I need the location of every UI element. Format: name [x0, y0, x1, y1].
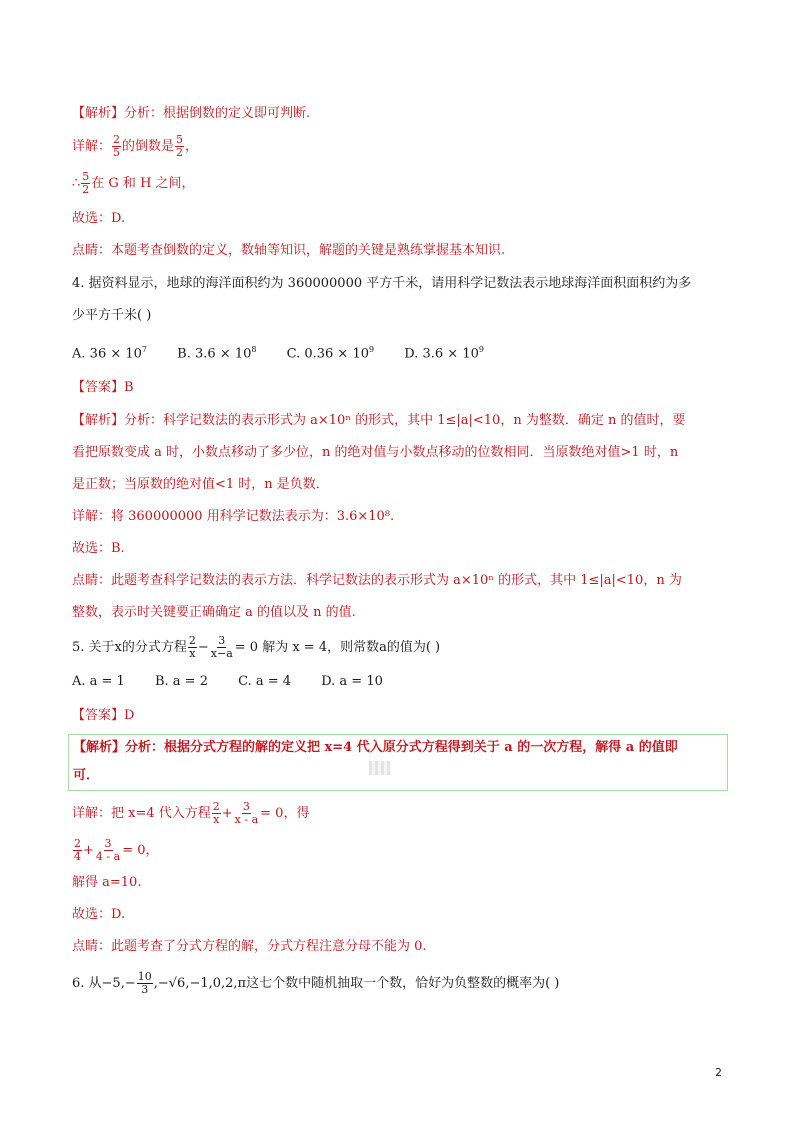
- q6-stem: 6. 从−5,− $\frac{10}{3}$ ,−√6,−1,0,2,π这七个数中随机抽取一个数，恰好为负整数的概率为( ): [72, 970, 560, 997]
- fraction: $\frac{2}{x}$: [188, 634, 196, 661]
- q5-option-a: A. a = 1: [72, 674, 125, 690]
- q5-option-b: B. a = 2: [154, 674, 208, 690]
- q4-analysis-line1: 【解析】分析：科学记数法的表示形式为 a×10ⁿ 的形式，其中 1≤|a|<10，n 为整数．确定 n 的值时，要: [72, 413, 686, 429]
- fraction: $\frac{2}{4}$: [74, 837, 81, 864]
- q4-choose: 故选：B.: [72, 541, 125, 557]
- q4-answer: 【答案】B: [72, 380, 134, 396]
- q4-option-d: D. $3.6 \times 10^9$: [404, 345, 484, 362]
- q3-detail: 详解： $\frac{2}{5}$ 的倒数是 $\frac{5}{2}$ ，: [72, 133, 199, 159]
- q4-option-b: B. $3.6 \times 10^8$: [177, 345, 257, 362]
- fraction: $\frac{3}{x - a}$: [234, 800, 259, 827]
- q5-analysis-box: [68, 734, 728, 791]
- q3-comment: 点睛：本题考查倒数的定义，数轴等知识，解题的关键是熟练掌握基本知识.: [72, 243, 506, 258]
- fraction: $\frac{2}{5}$: [113, 133, 121, 159]
- q3-therefore: ∴ $\frac{5}{2}$ 在 G 和 H 之间，: [72, 170, 195, 196]
- fraction: $\frac{3}{x-a}$: [210, 634, 233, 661]
- q5-option-d: D. a = 10: [321, 674, 383, 690]
- q3-analysis: 【解析】分析：根据倒数的定义即可判断.: [72, 106, 311, 121]
- page-number: 2: [715, 1066, 722, 1079]
- q5-analysis-line2: 可．: [73, 768, 100, 784]
- q4-stem-line2: 少平方千米( ): [72, 308, 152, 323]
- q4-option-a: A. $36 \times 10^7$: [72, 345, 148, 362]
- fraction: $\frac{5}{2}$: [82, 170, 90, 196]
- q4-option-c: C. $0.36 \times 10^9$: [286, 345, 375, 362]
- watermark-blur: [369, 761, 391, 775]
- q4-detail: 详解：将 360000000 用科学记数法表示为：3.6×10⁸.: [72, 509, 395, 525]
- q5-options: [72, 672, 722, 692]
- q4-stem-line1: 4. 据资料显示，地球的海洋面积约为 360000000 平方千米，请用科学记数法表示地球海洋面积面积约为多: [72, 276, 692, 291]
- q4-analysis-line3: 是正数；当原数的绝对值<1 时，n 是负数．: [72, 477, 329, 493]
- q4-comment-line1: 点睛：此题考查科学记数法的表示方法．科学记数法的表示形式为 a×10ⁿ 的形式，其中 1≤|a|<10，n 为: [72, 573, 682, 589]
- q5-equation: $\frac{2}{4}$ + $\frac{3}{4 - a}$ = 0，: [74, 837, 159, 864]
- q5-option-c: C. a = 4: [238, 674, 292, 690]
- q4-comment-line2: 整数，表示时关键要正确确定 a 的值以及 n 的值.: [72, 605, 356, 621]
- q4-analysis-line2: 看把原数变成 a 时，小数点移动了多少位，n 的绝对值与小数点移动的位数相同．当原数绝对值>1 时，n: [72, 445, 679, 461]
- q4-options: [72, 340, 722, 364]
- q5-comment: 点睛：此题考查了分式方程的解，分式方程注意分母不能为 0.: [72, 939, 427, 955]
- fraction: $\frac{5}{2}$: [176, 133, 184, 159]
- q5-choose: 故选：D.: [72, 907, 126, 923]
- q3-choose: 故选：D.: [72, 211, 126, 226]
- q5-answer: 【答案】D: [72, 708, 135, 724]
- q5-detail: 详解：把 x=4 代入方程 $\frac{2}{x}$ + $\frac{3}{x - a}$ = 0，得: [72, 800, 310, 827]
- fraction: $\frac{2}{x}$: [212, 800, 220, 827]
- fraction: $\frac{10}{3}$: [137, 970, 152, 997]
- q5-solve: 解得 a=10.: [72, 875, 142, 891]
- fraction: $\frac{3}{4 - a}$: [95, 837, 121, 864]
- q5-stem: 5. 关于x的分式方程 $\frac{2}{x}$ − $\frac{3}{x-a}$ = 0 解为 x = 4，则常数a的值为( ): [72, 634, 441, 661]
- document-page: [72, 96, 722, 996]
- q5-analysis-line1: 【解析】分析：根据分式方程的解的定义把 x=4 代入原分式方程得到关于 a 的一次方程，解得 a 的值即: [73, 740, 678, 756]
